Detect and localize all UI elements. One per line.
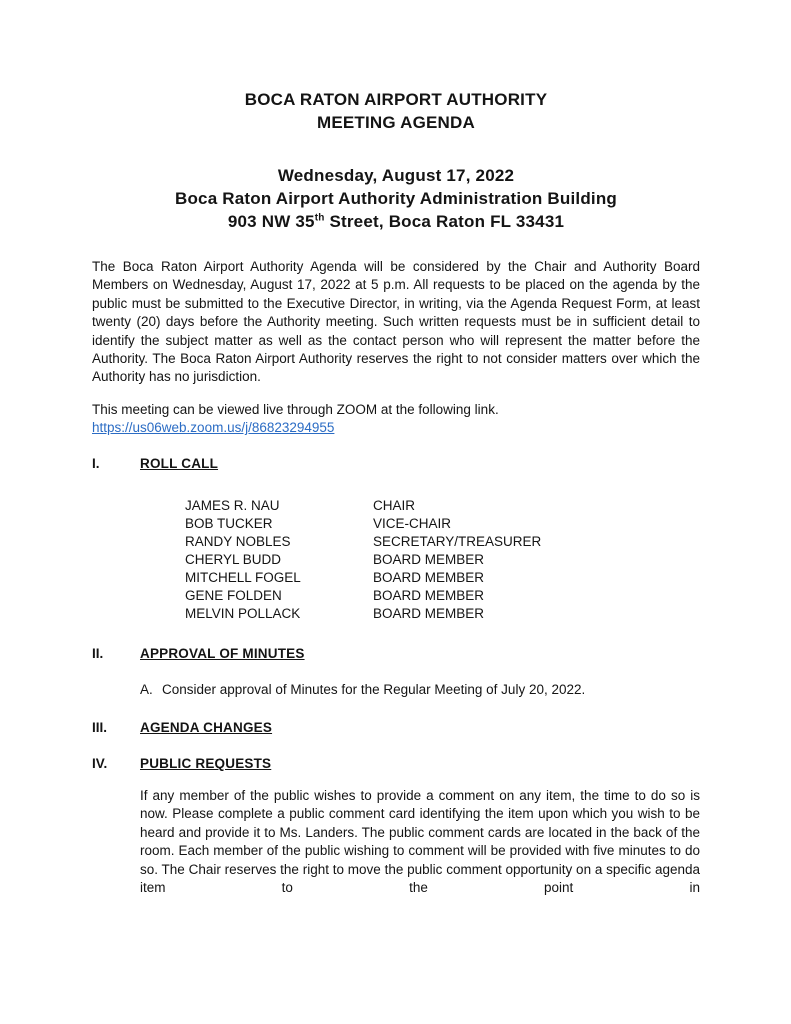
member-name: MITCHELL FOGEL xyxy=(185,569,301,585)
meeting-details xyxy=(92,164,700,233)
item-label: A. xyxy=(140,681,153,697)
member-name: BOB TUCKER xyxy=(185,515,273,531)
roll-call-row xyxy=(185,515,700,533)
document-title-line2: MEETING AGENDA xyxy=(316,113,475,132)
section-heading-text: AGENDA CHANGES xyxy=(140,720,273,736)
address-suffix: Street, Boca Raton FL 33431 xyxy=(324,212,565,231)
roll-call-row xyxy=(185,533,700,551)
member-role: BOARD MEMBER xyxy=(373,587,485,603)
intro-paragraph: The Boca Raton Airport Authority Agenda will be considered by the Chair and Authority Board Members on Wednesday, August 17, 2022 at 5 p.m. All requests to be placed on the agenda by the public must be submitted to the Executive Director, in writing, via the Agenda Request Form, at least twenty (20) days before the Authority meeting. Such written requests must be in sufficient detail to identify the subject matter as well as the contact person who will represent the matter before the Authority. The Boca Raton Airport Authority reserves the right to not consider matters over which the Authority has no jurisdiction. xyxy=(92,259,700,385)
member-role: CHAIR xyxy=(373,497,416,513)
address-prefix: 903 NW 35 xyxy=(227,212,315,231)
member-role: BOARD MEMBER xyxy=(373,551,485,567)
section-approval-of-minutes xyxy=(92,644,700,663)
section-numeral: I. xyxy=(92,455,100,471)
member-role: BOARD MEMBER xyxy=(373,569,485,585)
roll-call-row xyxy=(185,551,700,569)
section-heading-text: APPROVAL OF MINUTES xyxy=(140,645,305,661)
section-heading-text: ROLL CALL xyxy=(140,455,219,471)
zoom-notice-text: This meeting can be viewed live through ZOOM at the following link. xyxy=(92,401,499,417)
member-name: MELVIN POLLACK xyxy=(185,605,301,621)
roll-call-row xyxy=(185,587,700,605)
section-heading-text: PUBLIC REQUESTS xyxy=(140,756,272,772)
meeting-venue: Boca Raton Airport Authority Administration Building xyxy=(175,189,617,208)
minutes-approval-item xyxy=(140,681,700,699)
member-role: VICE-CHAIR xyxy=(373,515,452,531)
roll-call-row xyxy=(185,497,700,515)
section-public-requests xyxy=(92,754,700,773)
address-ordinal-superscript: th xyxy=(314,212,325,224)
zoom-meeting-link[interactable]: https://us06web.zoom.us/j/86823294955 xyxy=(92,420,335,436)
member-role: SECRETARY/TREASURER xyxy=(373,533,542,549)
item-text: Consider approval of Minutes for the Regular Meeting of July 20, 2022. xyxy=(162,681,586,697)
meeting-date: Wednesday, August 17, 2022 xyxy=(277,166,515,185)
meeting-address xyxy=(92,210,700,233)
roll-call-row xyxy=(185,605,700,623)
member-name: RANDY NOBLES xyxy=(185,533,291,549)
section-numeral: II. xyxy=(92,645,104,661)
roll-call-row xyxy=(185,569,700,587)
section-roll-call xyxy=(92,454,700,473)
section-numeral: IV. xyxy=(92,756,108,772)
section-agenda-changes xyxy=(92,718,700,737)
section-numeral: III. xyxy=(92,720,108,736)
document-title-line1: BOCA RATON AIRPORT AUTHORITY xyxy=(244,90,548,109)
member-role: BOARD MEMBER xyxy=(373,605,485,621)
document-header xyxy=(92,88,700,233)
roll-call-list xyxy=(185,497,700,623)
member-name: JAMES R. NAU xyxy=(185,497,280,513)
public-requests-paragraph: If any member of the public wishes to provide a comment on any item, the time to do so is now. Please complete a public comment card identifying the item upon which you wish to be heard and provide it to Ms. Landers. The public comment cards are located in the back of the room. Each member of the public wishing to comment will be provided with five minutes to do so. The Chair reserves the right to move the public comment opportunity on a specific agenda item to the point in xyxy=(140,788,700,896)
member-name: GENE FOLDEN xyxy=(185,587,282,603)
member-name: CHERYL BUDD xyxy=(185,551,282,567)
